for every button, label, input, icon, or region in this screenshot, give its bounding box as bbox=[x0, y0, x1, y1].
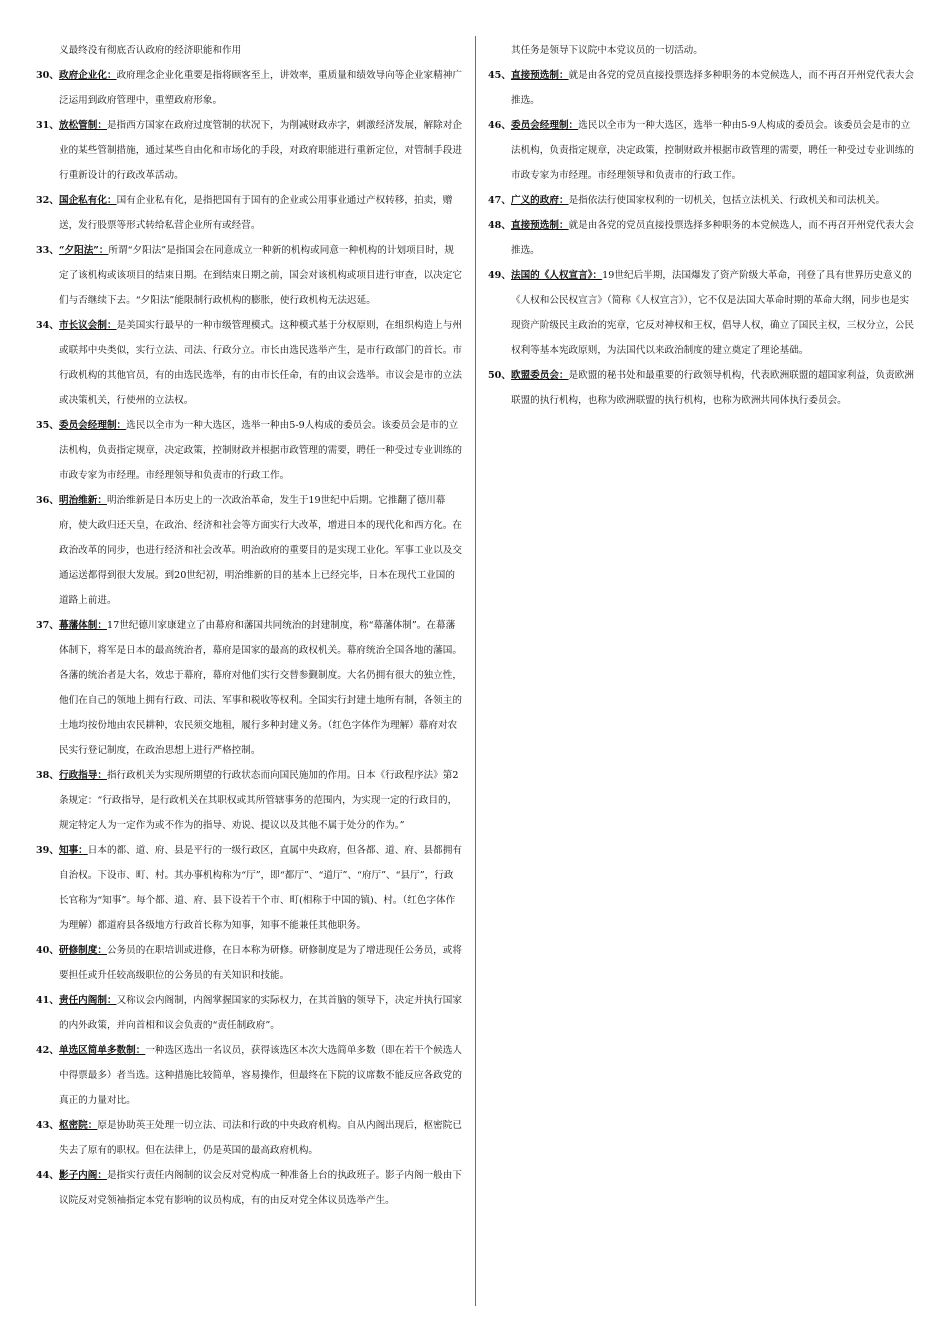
glossary-entry bbox=[488, 113, 918, 188]
glossary-entry bbox=[36, 763, 462, 838]
entry-term: 知事： bbox=[59, 845, 88, 856]
glossary-entry bbox=[36, 488, 462, 613]
entry-definition: 17世纪德川家康建立了由幕府和藩国共同统治的封建制度，称“幕藩体制”。在幕藩体制下，将军是日本的最高统治者，幕府是国家的最高的政权机关。幕府统治全国各地的藩国。各藩的统治者是大名，效忠于幕府，幕府对他们实行交替参觐制度。大名仍拥有很大的独立性，他们在自己的领地上拥有行政、司法、军事和税收等权利。全国实行封建土地所有制，各领主的土地均按份地由农民耕种，农民须交地租，履行多种封建义务。（红色字体作为理解）幕府对农民实行登记制度，在政治思想上进行严格控制。 bbox=[59, 620, 462, 756]
glossary-entry bbox=[36, 1113, 462, 1163]
entry-number: 31、 bbox=[36, 120, 59, 131]
entry-number: 40、 bbox=[36, 945, 59, 956]
entry-number: 39、 bbox=[36, 845, 59, 856]
entry-number: 44、 bbox=[36, 1170, 59, 1181]
left-column bbox=[36, 38, 462, 1213]
entry-definition: 一种选区选出一名议员，获得该选区本次大选简单多数（即在若干个候选人中得票最多）者当选。这种措施比较简单，容易操作，但最终在下院的议席数不能反应各政党的真正的力量对比。 bbox=[59, 1045, 462, 1106]
entry-term: 幕藩体制： bbox=[59, 620, 107, 631]
entry-number: 33、 bbox=[36, 245, 59, 256]
glossary-entry bbox=[36, 838, 462, 938]
entry-term: 国企私有化： bbox=[59, 195, 117, 206]
entry-definition: 政府理念企业化重要是指将顾客至上，讲效率，重质量和绩效导向等企业家精神广泛运用到政府管理中，重塑政府形象。 bbox=[59, 70, 462, 106]
entry-definition: 就是由各党的党员直接投票选择多种职务的本党候选人，而不再召开州党代表大会推选。 bbox=[511, 220, 914, 256]
glossary-entry bbox=[36, 988, 462, 1038]
entry-number: 35、 bbox=[36, 420, 59, 431]
entry-term: 明治维新： bbox=[59, 495, 107, 506]
entry-term: 研修制度： bbox=[59, 945, 107, 956]
glossary-entry bbox=[488, 188, 918, 213]
glossary-entry bbox=[488, 213, 918, 263]
entry-definition: 所谓“夕阳法”是指国会在同意成立一种新的机构或同意一种机构的计划项目时，规定了该机构或该项目的结束日期。在到结束日期之前，国会对该机构或项目进行审查，以决定它们与否继续下去。“夕阳法”能限制行政机构的膨胀，使行政机构无法迟延。 bbox=[59, 245, 462, 306]
entry-definition: 是指西方国家在政府过度管制的状况下，为削减财政赤字，刺激经济发展，解除对企业的某些管制措施，通过某些自由化和市场化的手段，对政府职能进行重新定位，对管制手段进行重新设计的行政改革活动。 bbox=[59, 120, 462, 181]
left-item-list bbox=[36, 63, 462, 1213]
entry-number: 36、 bbox=[36, 495, 59, 506]
entry-definition: 国有企业私有化，是指把国有于国有的企业或公用事业通过产权转移，拍卖，赠送，发行股票等形式转给私营企业所有或经营。 bbox=[59, 195, 453, 231]
entry-definition: 19世纪后半期，法国爆发了资产阶级大革命，刊登了具有世界历史意义的《人权和公民权宣言》（简称《人权宣言》），它不仅是法国大革命时期的革命大纲，同步也是实现资产阶级民主政治的宪章，它反对神权和王权，倡导人权，确立了国民主权，三权分立，公民权利等基本宪政原则，为法国代以来政治制度的建立奠定了理论基础。 bbox=[511, 270, 914, 356]
entry-definition: 日本的都、道、府、县是平行的一级行政区，直属中央政府，但各都、道、府、县都拥有自治权。下设市、町、村。其办事机构称为“厅”，即“都厅”、“道厅”、“府厅”、“县厅”，行政长官称为“知事”。每个都、道、府、县下设若干个市、町(相称于中国的镇)、村。（红色字体作为理解）都道府县各级地方行政首长称为知事，知事不能兼任其他职务。 bbox=[59, 845, 462, 931]
entry-number: 47、 bbox=[488, 195, 511, 206]
glossary-entry bbox=[488, 263, 918, 363]
glossary-entry bbox=[36, 238, 462, 313]
entry-term: 直接预选制： bbox=[511, 70, 569, 81]
entry-definition: 就是由各党的党员直接投票选择多种职务的本党候选人，而不再召开州党代表大会推选。 bbox=[511, 70, 914, 106]
entry-definition: 选民以全市为一种大选区，选举一种由5-9人构成的委员会。该委员会是市的立法机构，负责指定规章，决定政策，控制财政并根据市政管理的需要，聘任一种受过专业训练的市政专家为市经理。市经理领导和负责市的行政工作。 bbox=[511, 120, 914, 181]
glossary-entry bbox=[36, 1163, 462, 1213]
entry-term: 广义的政府： bbox=[511, 195, 569, 206]
entry-term: 欧盟委员会： bbox=[511, 370, 569, 381]
glossary-entry bbox=[36, 113, 462, 188]
entry-number: 50、 bbox=[488, 370, 511, 381]
entry-term: 政府企业化： bbox=[59, 70, 117, 81]
column-divider bbox=[475, 36, 476, 1306]
glossary-entry bbox=[36, 63, 462, 113]
entry-definition: 是指实行责任内阁制的议会反对党构成一种准备上台的执政班子。影子内阁一般由下议院反对党领袖指定本党有影响的议员构成，有的由反对党全体议员选举产生。 bbox=[59, 1170, 462, 1206]
entry-number: 45、 bbox=[488, 70, 511, 81]
entry-number: 46、 bbox=[488, 120, 511, 131]
entry-definition: 指行政机关为实现所期望的行政状态而向国民施加的作用。日本《行政程序法》第2条规定：“行政指导，是行政机关在其职权或其所管辖事务的范围内，为实现一定的行政目的，规定特定人为一定作为或不作为的指导、劝说、提议以及其他不属于处分的作为。” bbox=[59, 770, 459, 831]
glossary-entry bbox=[36, 1038, 462, 1113]
entry-definition: 是指依法行使国家权利的一切机关，包括立法机关、行政机关和司法机关。 bbox=[568, 195, 886, 206]
entry-number: 49、 bbox=[488, 270, 511, 281]
glossary-entry bbox=[36, 413, 462, 488]
entry-term: 委员会经理制： bbox=[59, 420, 127, 431]
entry-term: 行政指导： bbox=[59, 770, 107, 781]
entry-term: 影子内阁： bbox=[59, 1170, 107, 1181]
glossary-entry bbox=[488, 363, 918, 413]
entry-number: 38、 bbox=[36, 770, 59, 781]
entry-term: “夕阳法”： bbox=[59, 245, 109, 256]
entry-term: 市长议会制： bbox=[59, 320, 117, 331]
glossary-entry bbox=[488, 63, 918, 113]
entry-definition: 是美国实行最早的一种市级管理模式。这种模式基于分权原则，在组织构造上与州或联邦中央类似，实行立法、司法、行政分立。市长由选民选举产生，是市行政部门的首长。市行政机构的其他官员，有的由选民选举，有的由市长任命，有的由议会选举。市议会是市的立法或决策机关，行使州的立法权。 bbox=[59, 320, 462, 406]
glossary-entry bbox=[36, 313, 462, 413]
entry-number: 32、 bbox=[36, 195, 59, 206]
entry-term: 法国的《人权宣言》： bbox=[511, 270, 603, 281]
entry-term: 直接预选制： bbox=[511, 220, 569, 231]
entry-definition: 公务员的在职培训或进修，在日本称为研修。研修制度是为了增进现任公务员，或将要担任或升任较高级职位的公务员的有关知识和技能。 bbox=[59, 945, 462, 981]
entry-number: 41、 bbox=[36, 995, 59, 1006]
glossary-entry bbox=[36, 188, 462, 238]
left-intro-text: 义最终没有彻底否认政府的经济职能和作用 bbox=[59, 45, 242, 56]
entry-number: 48、 bbox=[488, 220, 511, 231]
entry-term: 放松管制： bbox=[59, 120, 107, 131]
entry-number: 34、 bbox=[36, 320, 59, 331]
glossary-entry bbox=[36, 613, 462, 763]
entry-term: 委员会经理制： bbox=[511, 120, 579, 131]
entry-number: 42、 bbox=[36, 1045, 59, 1056]
entry-definition: 又称议会内阁制，内阁掌握国家的实际权力，在其首脑的领导下，决定并执行国家的内外政策，并向首相和议会负责的“责任制政府”。 bbox=[59, 995, 462, 1031]
entry-definition: 原是协助英王处理一切立法、司法和行政的中央政府机构。自从内阁出现后，枢密院已失去了原有的职权。但在法律上，仍是英国的最高政府机构。 bbox=[59, 1120, 462, 1156]
glossary-entry bbox=[36, 938, 462, 988]
right-intro-text: 其任务是领导下议院中本党议员的一切活动。 bbox=[511, 45, 703, 56]
entry-definition: 选民以全市为一种大选区，选举一种由5-9人构成的委员会。该委员会是市的立法机构，负责指定规章，决定政策，控制财政并根据市政管理的需要，聘任一种受过专业训练的市政专家为市经理。市经理领导和负责市的行政工作。 bbox=[59, 420, 462, 481]
entry-number: 30、 bbox=[36, 70, 59, 81]
right-column bbox=[488, 38, 918, 413]
entry-term: 单选区简单多数制： bbox=[59, 1045, 146, 1056]
entry-term: 枢密院： bbox=[59, 1120, 98, 1131]
entry-number: 43、 bbox=[36, 1120, 59, 1131]
right-item-list bbox=[488, 63, 918, 413]
entry-definition: 明治维新是日本历史上的一次政治革命，发生于19世纪中后期。它推翻了德川幕府，使大政归还天皇，在政治、经济和社会等方面实行大改革，增进日本的现代化和西方化。在政治改革的同步，也进行经济和社会改革。明治政府的重要目的是实现工业化。军事工业以及交通运送都得到很大发展。到20世纪初，明治维新的目的基本上已经完毕，日本在现代工业国的道路上前进。 bbox=[59, 495, 462, 606]
entry-term: 责任内阁制： bbox=[59, 995, 117, 1006]
entry-definition: 是欧盟的秘书处和最重要的行政领导机构，代表欧洲联盟的超国家利益，负责欧洲联盟的执行机构，也称为欧洲联盟的执行机构，也称为欧洲共同体执行委员会。 bbox=[511, 370, 914, 406]
entry-number: 37、 bbox=[36, 620, 59, 631]
